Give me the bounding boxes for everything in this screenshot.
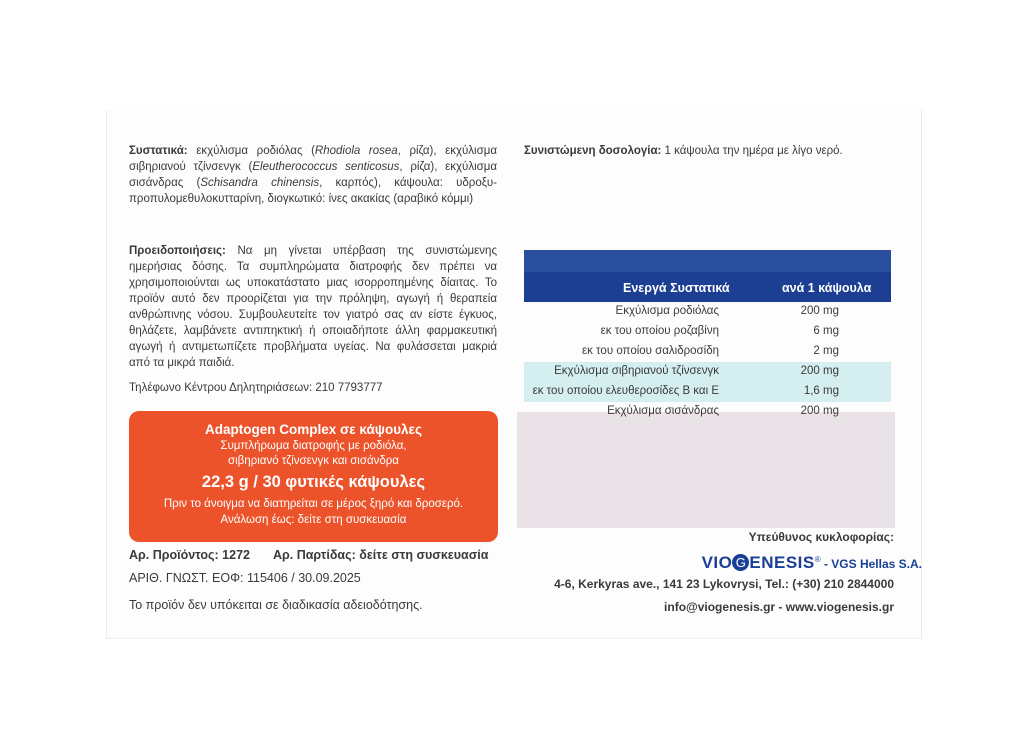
background-panel: [517, 412, 895, 528]
product-info-box: [129, 411, 498, 542]
product-number: Αρ. Προϊόντος: 1272: [129, 548, 250, 562]
licensing-note: Το προϊόν δεν υπόκειται σε διαδικασία αδειοδότησης.: [129, 598, 423, 612]
table-header-name: Ενεργά Συστατικά: [623, 281, 730, 295]
package-back: [106, 110, 922, 638]
table-row: εκ του οποίου ελευθεροσίδες Β και Ε 1,6 mg: [524, 382, 891, 402]
table-row: εκ του οποίου ροζαβίνη 6 mg: [600, 325, 839, 337]
table-row: Εκχύλισμα σιβηριανού τζίνσενγκ 200 mg: [524, 362, 891, 382]
ingredients-text: Συστατικά: εκχύλισμα ροδιόλας (Rhodiola rosea, ρίζα), εκχύλισμα σιβηριανού τζίνσενγκ (Eleutherococcus senticosus, ρίζα), εκχύλισμα σισάνδρας (Schisandra chinensis, καρπός), κάψουλα: υδροξυ-προπυλομεθυλοκυτταρίνη, διογκωτικό: ίνες ακακίας (αραβικό κόμμι): [129, 145, 497, 205]
product-title: Adaptogen Complex σε κάψουλες: [205, 422, 422, 437]
company-logo: VIO G ENESIS® - VGS Hellas S.A.: [701, 553, 922, 572]
storage-info: Πριν το άνοιγμα να διατηρείται σε μέρος ξηρό και δροσερό. Ανάλωση έως: δείτε στη συσκευασία: [163, 498, 464, 526]
poison-center-phone: Τηλέφωνο Κέντρου Δηλητηριάσεων: 210 7793777: [129, 382, 383, 394]
batch-number: Αρ. Παρτίδας: δείτε στη συσκευασία: [273, 548, 489, 562]
table-row: Εκχύλισμα ροδιόλας 200 mg: [615, 305, 839, 317]
responsible-label: Υπεύθυνος κυκλοφορίας:: [748, 530, 894, 544]
eof-number: ΑΡΙΘ. ΓΝΩΣΤ. ΕΟΦ: 115406 / 30.09.2025: [129, 571, 361, 585]
active-ingredients-table: [524, 250, 891, 422]
table-header: [524, 272, 891, 302]
table-header-value: ανά 1 κάψουλα: [782, 281, 872, 295]
table-top-band: [524, 250, 891, 272]
company-address: 4-6, Kerkyras ave., 141 23 Lykovrysi, Tel.: (+30) 210 2844000: [554, 577, 894, 591]
table-row: Εκχύλισμα σισάνδρας 200 mg: [607, 405, 839, 417]
product-subtitle: Συμπλήρωμα διατροφής με ροδιόλα, σιβηριανό τζίνσενγκ και σισάνδρα: [220, 440, 407, 467]
logo-g-icon: G: [732, 554, 749, 571]
table-row: εκ του οποίου σαλιδροσίδη 2 mg: [581, 345, 839, 357]
company-web: info@viogenesis.gr - www.viogenesis.gr: [664, 600, 894, 614]
product-quantity: 22,3 g / 30 φυτικές κάψουλες: [201, 473, 426, 491]
warnings-text: Προειδοποιήσεις: Να μη γίνεται υπέρβαση της συνιστώμενης ημερήσιας δόσης. Τα συμπληρώματα διατροφής δεν πρέπει να χρησιμοποιούνται ως υποκατάστατο μιας ισορροπημένης δίαιτας. Το προϊόν αυτό δεν προορίζεται για την πρόληψη, αγωγή ή θεραπεία ανθρώπινης νόσου. Συμβουλευτείτε τον γιατρό σας αν είστε έγκυος, θηλάζετε, λαμβάνετε αντιπηκτική ή οποιαδήποτε άλλη φαρμακευτική αγωγή ή αντιμετωπίζετε προβλήματα υγείας. Να φυλάσσεται μακριά από τα μικρά παιδιά.: [129, 245, 497, 369]
dosage-text: Συνιστώμενη δοσολογία: 1 κάψουλα την ημέρα με λίγο νερό.: [524, 145, 843, 157]
